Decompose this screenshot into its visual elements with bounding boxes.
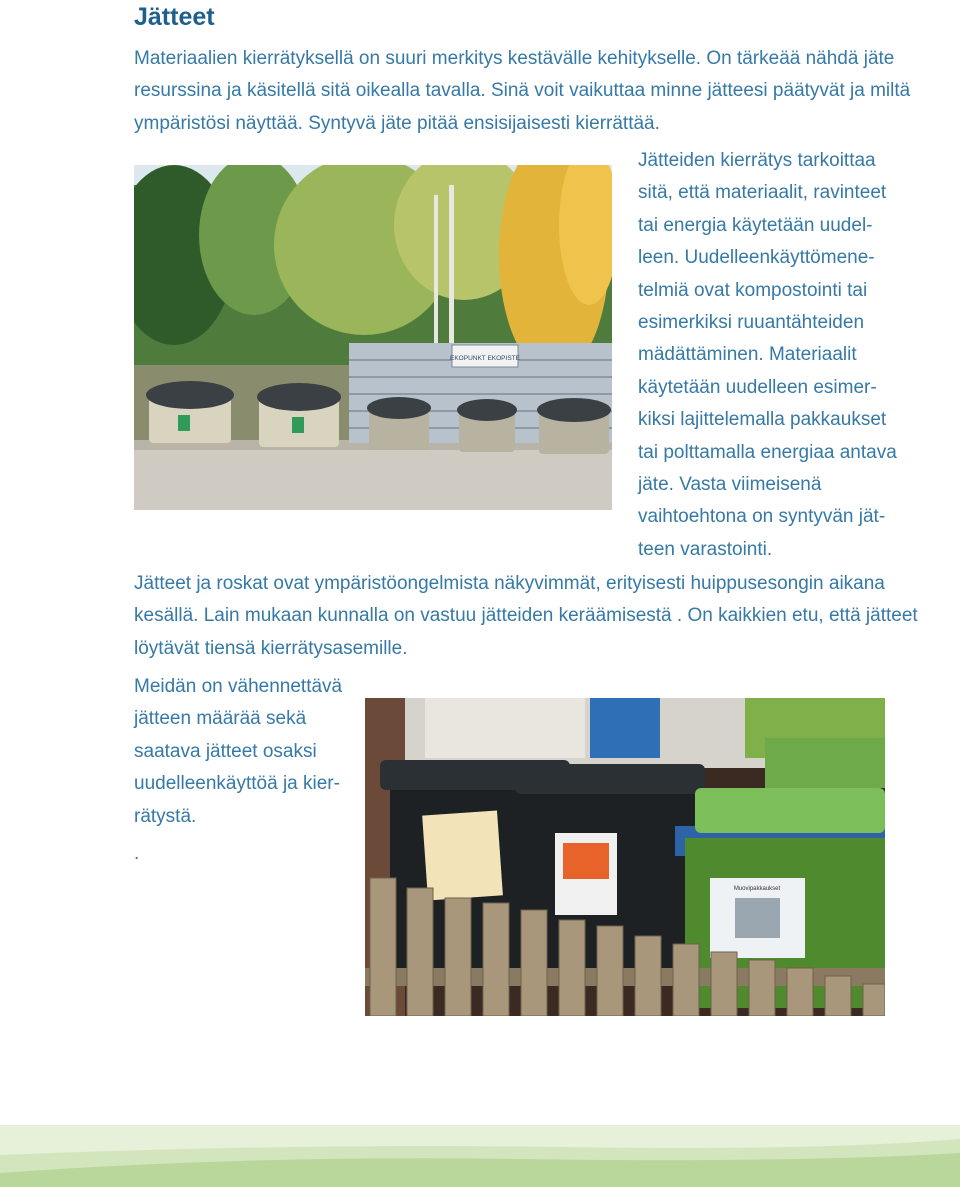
- reduce-waste-text: Meidän on vähennettävä jätteen määrää sekä saatava jätteet osaksi uudelleenkäyttöä ja kier- rätystä.: [134, 676, 343, 827]
- footer-decoration: [0, 1125, 960, 1187]
- recycling-definition-text: Jätteiden kierrätys tarkoittaa sitä, että materiaalit, ravinteet tai energia käytetään uudel- leen. Uudelleenkäyttömene- telmiä ovat kompostointi tai esimerkiksi ruuantähteiden mädättäminen. Materiaalit käytetään uudelleen esimer- kiksi lajittelemalla pakkaukset tai polttamalla energiaa antava jäte. Vasta viimeisenä vaihtoehtona on syntyvän jät- teen varastointi.: [638, 150, 897, 560]
- middle-paragraph: Jätteet ja roskat ovat ympäristöongelmista näkyvimmät, erityisesti huippusesongin aikana kesällä. Lain mukaan kunnalla on vastuu jätteiden keräämisestä . On kaikkien etu, että jätteet löytävät tiensä kierrätysasemille.: [134, 573, 918, 659]
- page-title: Jätteet: [134, 3, 215, 31]
- waste-bins-photo: [365, 698, 885, 1016]
- ecopoint-sign-text: EKOPUNKT EKOPISTE: [450, 355, 520, 362]
- trailing-dot: .: [134, 843, 140, 864]
- bin-label-text: Muovipakkaukset: [733, 886, 781, 892]
- intro-paragraph: Materiaalien kierrätyksellä on suuri merkitys kestävälle kehitykselle. On tärkeää nähdä jäte resurssina ja käsitellä sitä oikealla tavalla. Sinä voit vaikuttaa minne jätteesi päätyvät ja miltä ympäristösi näyttää. Syntyvä jäte pitää ensisijaisesti kierrättää.: [134, 48, 911, 134]
- recycling-station-photo: [134, 165, 612, 510]
